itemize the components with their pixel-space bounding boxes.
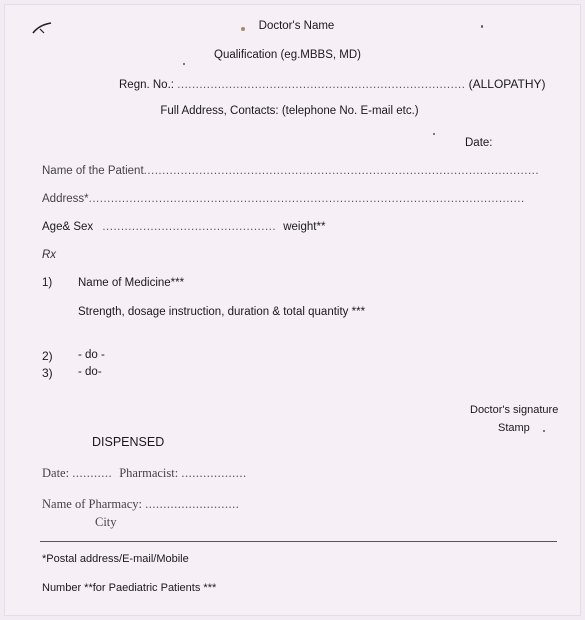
qualification: Qualification (eg.MBBS, MD) <box>214 49 361 61</box>
age-sex-label: Age& Sex <box>42 221 94 233</box>
city-label: City <box>95 515 117 529</box>
scan-speck <box>183 63 185 65</box>
postal-note: *Postal address/E-mail/Mobile <box>42 553 189 565</box>
weight-label: weight** <box>283 221 326 233</box>
footer-divider <box>40 541 557 542</box>
doctor-signature-label: Doctor's signature <box>470 404 559 416</box>
rx-symbol: Rx <box>42 249 57 261</box>
dispensed-date-label: Date: <box>42 466 70 480</box>
regn-row <box>119 77 546 91</box>
prescription-form <box>4 4 581 616</box>
medicine-item-3-text: - do- <box>78 366 102 378</box>
doctor-address: Full Address, Contacts: (telephone No. E-mail etc.) <box>160 105 419 117</box>
paediatric-note: Number **for Paediatric Patients *** <box>42 582 217 594</box>
patient-name-dots: ........................................................................................................... <box>143 165 540 177</box>
patient-name-label: Name of the Patient <box>42 165 144 177</box>
age-sex-dots: ............................................... <box>102 221 277 233</box>
pharmacy-label: Name of Pharmacy: <box>42 497 142 511</box>
pharmacist-label: Pharmacist: <box>119 466 179 480</box>
strength-note: Strength, dosage instruction, duration & total quantity *** <box>78 306 366 318</box>
regn-dots: .............................................................................. <box>177 79 466 91</box>
stamp-label: Stamp <box>498 422 530 434</box>
date-label: Date: <box>465 137 493 149</box>
pharmacy-row <box>42 497 239 512</box>
patient-address-label: Address* <box>42 193 89 205</box>
doctor-name: Doctor's Name <box>258 20 335 32</box>
medicine-item-2-num: 2) <box>42 349 53 363</box>
medicine-item-1-text: Name of Medicine*** <box>78 277 185 289</box>
medicine-item-2-text: - do - <box>78 349 105 361</box>
scan-speck <box>543 430 545 432</box>
medicine-item-1-num: 1) <box>42 277 53 289</box>
pharmacy-dots: .......................... <box>145 497 240 511</box>
pharmacist-dots: .................. <box>181 466 247 480</box>
scan-speck <box>433 133 435 135</box>
regn-label: Regn. No.: <box>119 79 174 91</box>
dispensed-title: DISPENSED <box>92 435 165 449</box>
patient-name-row <box>42 165 539 177</box>
dispensed-date-dots: ........... <box>72 466 113 480</box>
patient-address-dots: ...................................................................................................................... <box>88 193 525 205</box>
age-sex-row <box>42 221 325 233</box>
dispensed-date-row <box>42 466 247 481</box>
medicine-item-3-num: 3) <box>42 366 53 380</box>
patient-address-row <box>42 193 525 205</box>
regn-suffix: (ALLOPATHY) <box>468 77 546 91</box>
